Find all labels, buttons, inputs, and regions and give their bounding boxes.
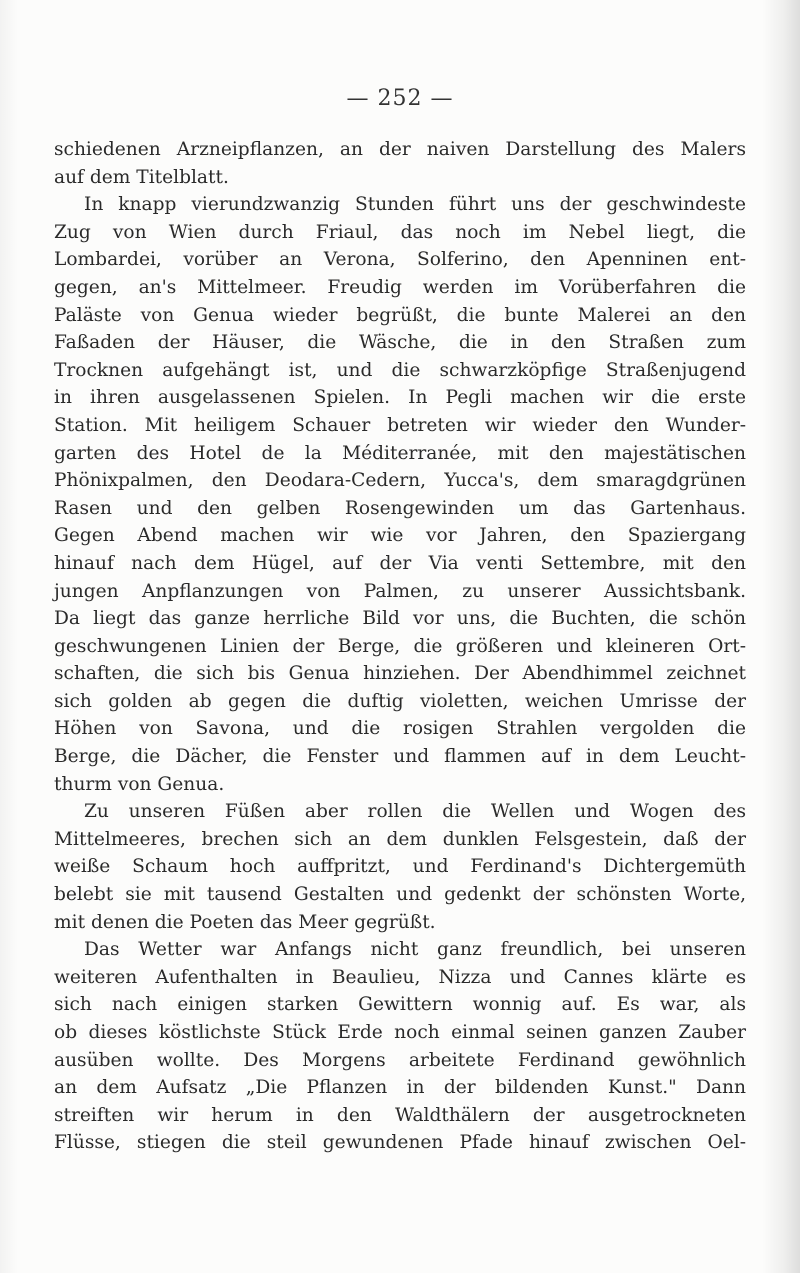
text-line: thurm von Genua.: [54, 773, 225, 795]
text-line: Höhen von Savona, und die rosigen Strahlen vergolden die: [54, 718, 746, 740]
text-line: gegen, an's Mittelmeer. Freudig werden im Vorüberfahren die: [54, 276, 746, 298]
text-line: Da liegt das ganze herrliche Bild vor uns, die Buchten, die schön: [54, 608, 746, 630]
text-line: jungen Anpflanzungen von Palmen, zu unserer Aussichtsbank.: [54, 580, 746, 602]
text-line: Berge, die Dächer, die Fenster und flammen auf in dem Leucht-: [54, 746, 746, 768]
text-line: Rasen und den gelben Rosengewinden um das Gartenhaus.: [54, 497, 746, 519]
text-line: Gegen Abend machen wir wie vor Jahren, den Spaziergang: [54, 525, 746, 547]
text-line: Paläste von Genua wieder begrüßt, die bunte Malerei an den: [54, 304, 746, 326]
text-line: geschwungenen Linien der Berge, die größeren und kleineren Ort-: [54, 635, 746, 657]
text-line: streiften wir herum in den Waldthälern der ausgetrockneten: [54, 1104, 746, 1126]
text-line: Phönixpalmen, den Deodara-Cedern, Yucca's, dem smaragdgrünen: [54, 470, 746, 492]
text-line: Station. Mit heiligem Schauer betreten wir wieder den Wunder-: [54, 414, 746, 436]
text-line: Zug von Wien durch Friaul, das noch im Nebel liegt, die: [54, 221, 746, 243]
page-gutter-shadow: [762, 0, 800, 1273]
page-left-shadow: [0, 0, 18, 1273]
text-line: ausüben wollte. Des Morgens arbeitete Ferdinand gewöhnlich: [54, 1049, 746, 1071]
text-line: Faßaden der Häuser, die Wäsche, die in den Straßen zum: [54, 332, 746, 354]
text-line: mit denen die Poeten das Meer gegrüßt.: [54, 911, 436, 933]
text-line: Flüsse, stiegen die steil gewundenen Pfade hinauf zwischen Oel-: [54, 1132, 746, 1154]
text-line: schiedenen Arzneipflanzen, an der naiven Darstellung des Malers: [54, 139, 746, 160]
text-line: in ihren ausgelassenen Spielen. In Pegli machen wir die erste: [54, 387, 746, 409]
text-line: an dem Aufsatz „Die Pflanzen in der bildenden Kunst." Dann: [54, 1077, 746, 1099]
text-line: In knapp vierundzwanzig Stunden führt uns der geschwindeste: [84, 194, 746, 216]
text-line: weiteren Aufenthalten in Beaulieu, Nizza und Cannes klärte es: [54, 966, 746, 988]
text-line: garten des Hotel de la Méditerranée, mit den majestätischen: [54, 442, 746, 464]
text-line: Zu unseren Füßen aber rollen die Wellen und Wogen des: [84, 801, 746, 823]
text-line: Lombardei, vorüber an Verona, Solferino, den Apenninen ent-: [54, 249, 746, 271]
text-line: sich nach einigen starken Gewittern wonnig auf. Es war, als: [54, 994, 746, 1016]
page-number: — 252 —: [346, 86, 454, 111]
text-line: Mittelmeeres, brechen sich an dem dunklen Felsgestein, daß der: [54, 828, 746, 850]
text-line: auf dem Titelblatt.: [54, 166, 229, 188]
text-line: Das Wetter war Anfangs nicht ganz freundlich, bei unseren: [84, 939, 746, 961]
text-line: belebt sie mit tausend Gestalten und gedenkt der schönsten Worte,: [54, 884, 746, 906]
text-line: schaften, die sich bis Genua hinziehen. Der Abendhimmel zeichnet: [54, 663, 746, 685]
text-line: weiße Schaum hoch auffpritzt, und Ferdinand's Dichtergemüth: [54, 856, 746, 878]
text-line: ob dieses köstlichste Stück Erde noch einmal seinen ganzen Zauber: [54, 1022, 746, 1043]
text-line: sich golden ab gegen die duftig violetten, weichen Umrisse der: [54, 690, 746, 712]
text-line: hinauf nach dem Hügel, auf der Via venti Settembre, mit den: [54, 552, 746, 574]
body-text: [54, 136, 746, 1157]
text-line: Trocknen aufgehängt ist, und die schwarzköpfige Straßenjugend: [54, 359, 746, 381]
